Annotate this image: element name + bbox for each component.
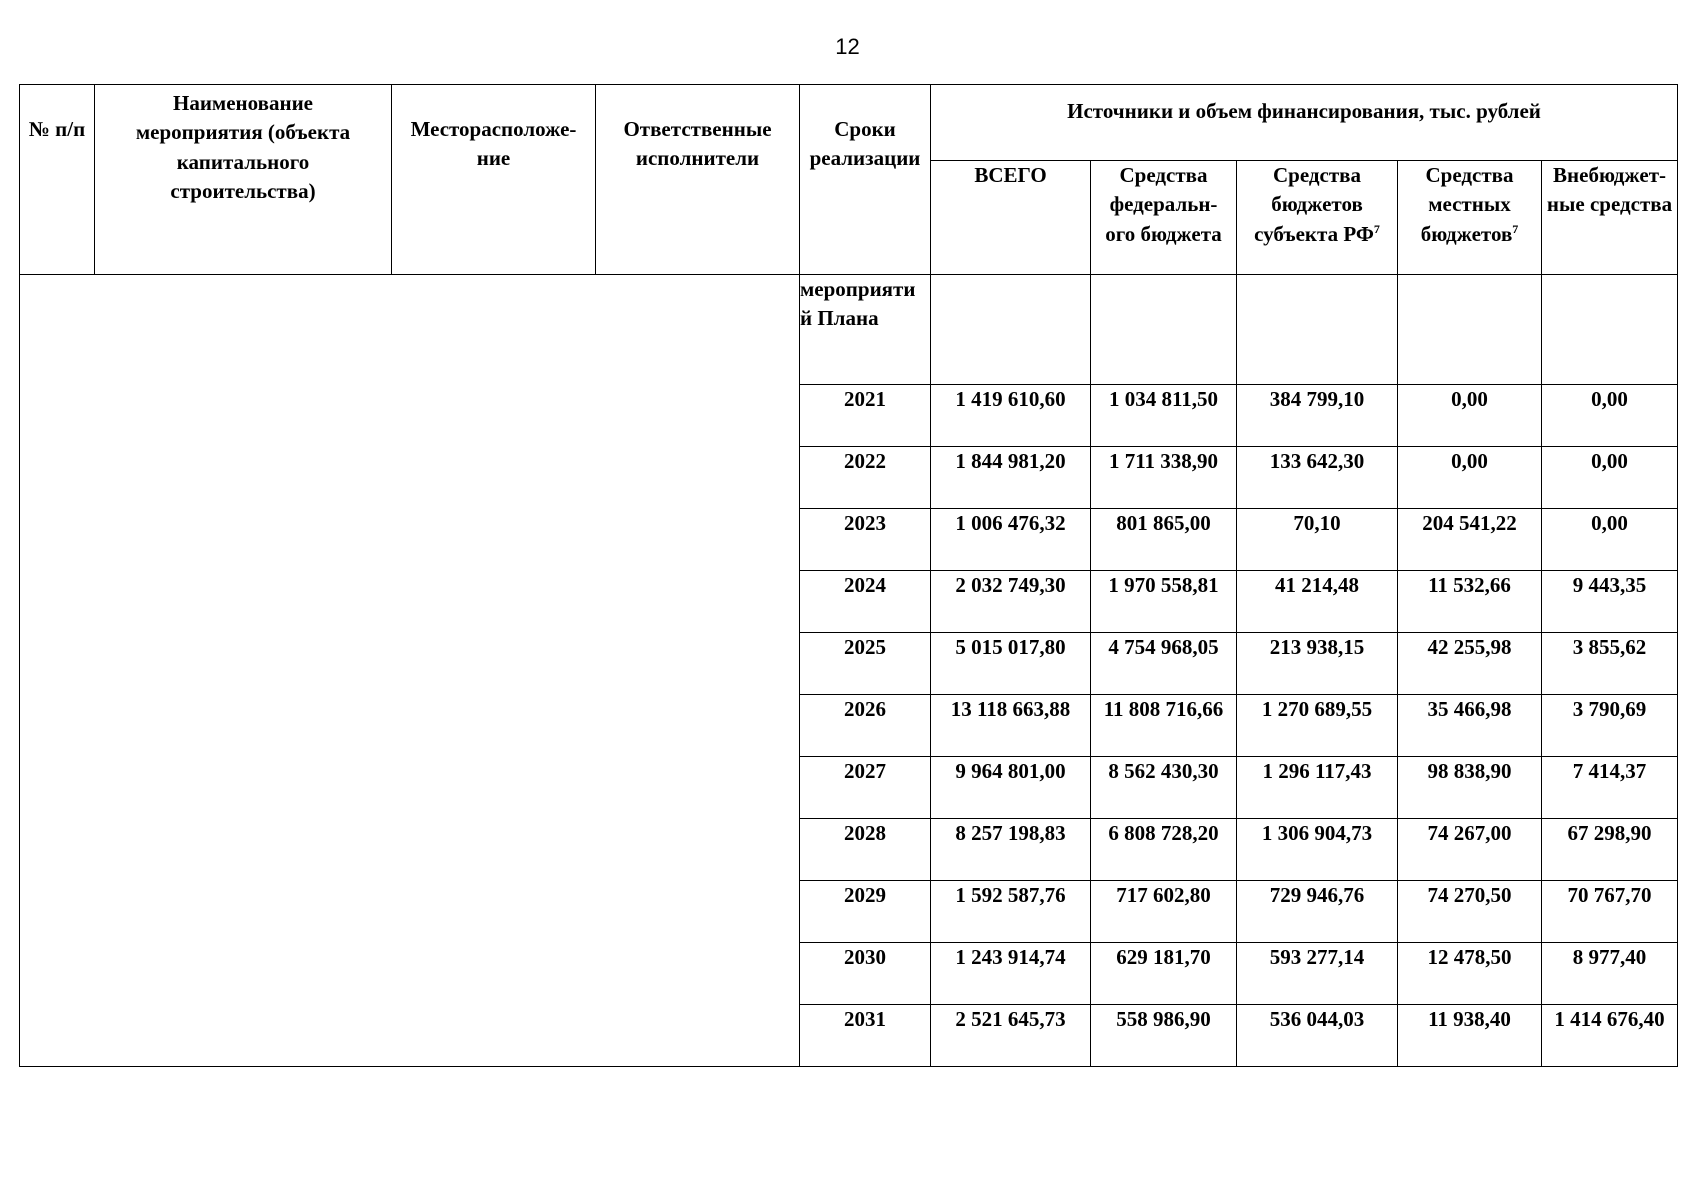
cell-total: 1 844 981,20 xyxy=(931,447,1091,509)
cell-regional: 133 642,30 xyxy=(1237,447,1398,509)
cell-extra: 7 414,37 xyxy=(1542,757,1678,819)
cell-regional: 1 296 117,43 xyxy=(1237,757,1398,819)
cell-extra: 67 298,90 xyxy=(1542,819,1678,881)
cell-federal: 1 034 811,50 xyxy=(1091,385,1237,447)
cell-total: 13 118 663,88 xyxy=(931,695,1091,757)
cell-regional: 1 306 904,73 xyxy=(1237,819,1398,881)
cell-extra: 0,00 xyxy=(1542,447,1678,509)
cell-local: 11 532,66 xyxy=(1398,571,1542,633)
header-regional xyxy=(1237,161,1398,275)
cell-regional: 213 938,15 xyxy=(1237,633,1398,695)
cell-year: 2021 xyxy=(800,385,931,447)
cell-total: 9 964 801,00 xyxy=(931,757,1091,819)
cell-local: 35 466,98 xyxy=(1398,695,1542,757)
cell-regional: 729 946,76 xyxy=(1237,881,1398,943)
header-federal: Средства федеральн-ого бюджета xyxy=(1091,161,1237,275)
cell-regional: 41 214,48 xyxy=(1237,571,1398,633)
cell-total: 1 419 610,60 xyxy=(931,385,1091,447)
cell-extra: 8 977,40 xyxy=(1542,943,1678,1005)
header-location: Месторасположе-ние xyxy=(392,85,596,275)
cell-extra: 1 414 676,40 xyxy=(1542,1005,1678,1067)
cell-federal: 629 181,70 xyxy=(1091,943,1237,1005)
cell-extra: 3 790,69 xyxy=(1542,695,1678,757)
header-num: № п/п xyxy=(20,85,95,275)
cell-local: 74 270,50 xyxy=(1398,881,1542,943)
header-sources: Источники и объем финансирования, тыс. рублей xyxy=(931,85,1678,161)
cell-local: 0,00 xyxy=(1398,385,1542,447)
cell-year: 2028 xyxy=(800,819,931,881)
empty-cell xyxy=(1091,275,1237,385)
cell-federal: 717 602,80 xyxy=(1091,881,1237,943)
cell-federal: 6 808 728,20 xyxy=(1091,819,1237,881)
cell-total: 1 006 476,32 xyxy=(931,509,1091,571)
cell-year: 2024 xyxy=(800,571,931,633)
header-local-label: Средства местных бюджетов xyxy=(1420,163,1514,246)
plan-label: мероприяти й Плана xyxy=(800,275,931,385)
cell-total: 2 521 645,73 xyxy=(931,1005,1091,1067)
cell-year: 2025 xyxy=(800,633,931,695)
cell-year: 2026 xyxy=(800,695,931,757)
header-total: ВСЕГО xyxy=(931,161,1091,275)
cell-federal: 1 711 338,90 xyxy=(1091,447,1237,509)
cell-total: 1 243 914,74 xyxy=(931,943,1091,1005)
cell-local: 0,00 xyxy=(1398,447,1542,509)
cell-total: 8 257 198,83 xyxy=(931,819,1091,881)
header-extra: Внебюджет-ные средства xyxy=(1542,161,1678,275)
financing-table xyxy=(19,84,1678,1067)
cell-year: 2030 xyxy=(800,943,931,1005)
header-regional-label: Средства бюджетов субъекта РФ xyxy=(1254,163,1374,246)
empty-cell xyxy=(1237,275,1398,385)
cell-regional: 536 044,03 xyxy=(1237,1005,1398,1067)
cell-regional: 384 799,10 xyxy=(1237,385,1398,447)
cell-year: 2031 xyxy=(800,1005,931,1067)
cell-local: 11 938,40 xyxy=(1398,1005,1542,1067)
cell-extra: 0,00 xyxy=(1542,509,1678,571)
cell-extra: 0,00 xyxy=(1542,385,1678,447)
page-number: 12 xyxy=(835,34,860,59)
cell-federal: 8 562 430,30 xyxy=(1091,757,1237,819)
cell-federal: 801 865,00 xyxy=(1091,509,1237,571)
cell-federal: 4 754 968,05 xyxy=(1091,633,1237,695)
header-period: Сроки реализации xyxy=(800,85,931,275)
cell-extra: 3 855,62 xyxy=(1542,633,1678,695)
footnote-mark: 7 xyxy=(1373,221,1380,236)
cell-regional: 1 270 689,55 xyxy=(1237,695,1398,757)
cell-local: 98 838,90 xyxy=(1398,757,1542,819)
cell-total: 1 592 587,76 xyxy=(931,881,1091,943)
header-executors: Ответственные исполнители xyxy=(596,85,800,275)
cell-extra: 70 767,70 xyxy=(1542,881,1678,943)
blank-merged-cell xyxy=(20,275,800,1067)
cell-year: 2023 xyxy=(800,509,931,571)
cell-year: 2022 xyxy=(800,447,931,509)
header-name: Наименование мероприятия (объекта капитального строительства) xyxy=(95,85,392,275)
footnote-mark: 7 xyxy=(1512,221,1519,236)
cell-local: 12 478,50 xyxy=(1398,943,1542,1005)
empty-cell xyxy=(1542,275,1678,385)
cell-year: 2029 xyxy=(800,881,931,943)
cell-total: 5 015 017,80 xyxy=(931,633,1091,695)
cell-extra: 9 443,35 xyxy=(1542,571,1678,633)
cell-federal: 11 808 716,66 xyxy=(1091,695,1237,757)
cell-total: 2 032 749,30 xyxy=(931,571,1091,633)
cell-regional: 593 277,14 xyxy=(1237,943,1398,1005)
cell-local: 42 255,98 xyxy=(1398,633,1542,695)
cell-federal: 1 970 558,81 xyxy=(1091,571,1237,633)
cell-local: 74 267,00 xyxy=(1398,819,1542,881)
header-local xyxy=(1398,161,1542,275)
cell-local: 204 541,22 xyxy=(1398,509,1542,571)
empty-cell xyxy=(931,275,1091,385)
empty-cell xyxy=(1398,275,1542,385)
cell-regional: 70,10 xyxy=(1237,509,1398,571)
cell-year: 2027 xyxy=(800,757,931,819)
cell-federal: 558 986,90 xyxy=(1091,1005,1237,1067)
